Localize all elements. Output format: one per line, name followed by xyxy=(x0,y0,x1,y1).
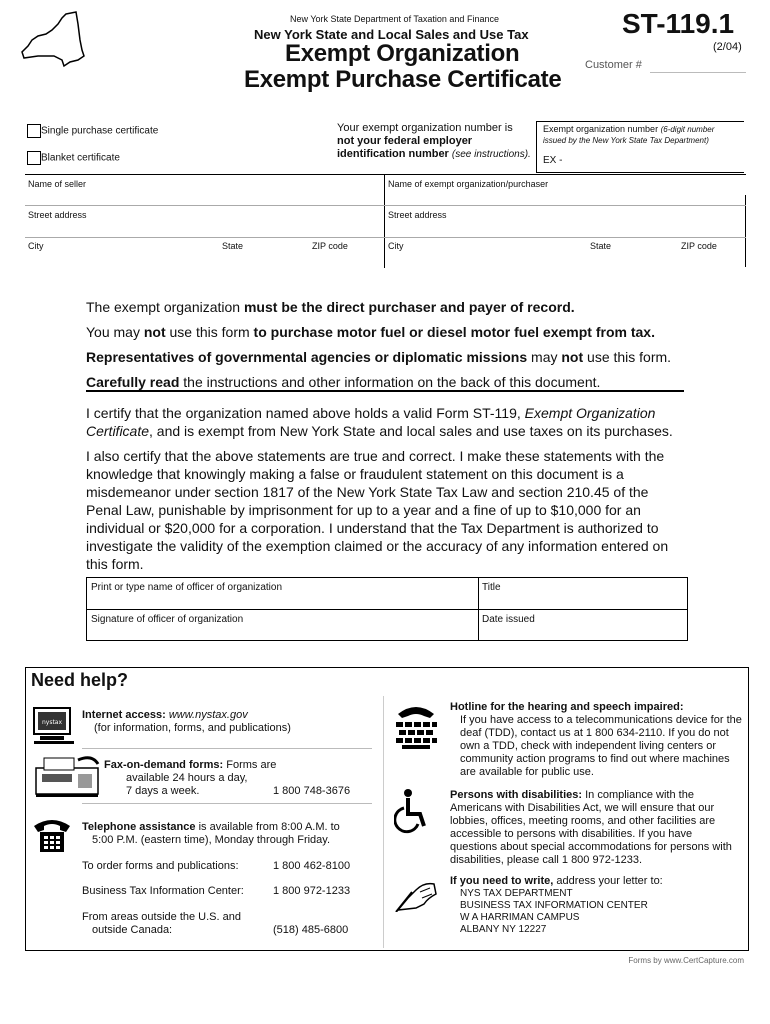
telephone-assistance: Telephone assistance is available from 8:00 A.M. to 5:00 P.M. (eastern time), Monday through Friday. xyxy=(82,821,340,846)
business-center-phone: 1 800 972-1233 xyxy=(273,885,351,897)
rule-governmental: Representatives of governmental agencies or diplomatic missions may not use this form. xyxy=(86,349,672,365)
single-purchase-label: Single purchase certificate xyxy=(41,125,159,137)
blanket-checkbox[interactable] xyxy=(27,151,41,165)
purchaser-name-field[interactable]: Name of exempt organization/purchaser xyxy=(388,179,549,189)
rules-divider xyxy=(86,390,684,392)
seller-name-field[interactable]: Name of seller xyxy=(28,179,87,189)
officer-signature-field[interactable]: Signature of officer of organization xyxy=(91,614,244,625)
need-help-box xyxy=(25,667,749,951)
date-issued-field[interactable]: Date issued xyxy=(482,614,535,625)
rules-section xyxy=(86,295,686,395)
tax-subtitle: New York State and Local Sales and Use Tax xyxy=(254,27,529,42)
officer-signature-box xyxy=(86,577,688,641)
wheelchair-icon xyxy=(394,788,428,834)
single-purchase-option[interactable] xyxy=(27,124,158,138)
seller-city-field[interactable]: City xyxy=(28,241,44,251)
outside-us-label: From areas outside the U.S. and outside Canada: xyxy=(82,911,241,936)
internet-access: Internet access: www.nystax.gov (for information, forms, and publications) xyxy=(82,709,291,734)
purchaser-street-field[interactable]: Street address xyxy=(388,210,447,220)
writing-hand-icon xyxy=(394,874,438,912)
fax-phone: 1 800 748-3676 xyxy=(273,785,351,797)
form-date: (2/04) xyxy=(713,41,742,53)
fax-on-demand: Fax-on-demand forms: Forms are available 24 hours a day, 7 days a week. xyxy=(104,759,277,797)
svg-text:nystax: nystax xyxy=(41,719,63,726)
form-number: ST-119.1 xyxy=(622,8,735,39)
rule-motor-fuel: You may not use this form to purchase motor fuel or diesel motor fuel exempt from tax. xyxy=(86,324,655,340)
officer-name-field[interactable]: Print or type name of officer of organization xyxy=(91,582,283,593)
footer-credit: Forms by www.CertCapture.com xyxy=(628,956,744,965)
certification-text-1: I certify that the organization named above holds a valid Form ST-119, Exempt Organization Certificate, and is exempt from New York State and local sales and use taxes on its purchases. xyxy=(86,405,673,439)
seller-purchaser-grid xyxy=(25,174,746,268)
seller-zip-field[interactable]: ZIP code xyxy=(312,241,348,251)
exempt-number-box: Exempt organization number (6-digit number issued by the New York State Tax Department) EX - xyxy=(536,121,744,173)
write-to-us: If you need to write, address your letter to: NYS TAX DEPARTMENT BUSINESS TAX INFORMATION CENTER W A HARRIMAN CAMPUS ALBANY NY 12227 xyxy=(450,875,742,936)
purchaser-state-field[interactable]: State xyxy=(590,241,612,251)
blanket-option[interactable] xyxy=(27,151,120,165)
outside-us-phone: (518) 485-6800 xyxy=(273,924,349,936)
order-forms-label: To order forms and publications: xyxy=(82,860,239,872)
form-title-line1: Exempt Organization xyxy=(285,40,520,67)
telephone-icon xyxy=(32,816,72,854)
computer-icon xyxy=(32,706,76,746)
tdd-keyboard-icon xyxy=(394,704,438,750)
business-center-label: Business Tax Information Center: xyxy=(82,885,244,897)
exempt-number-input[interactable] xyxy=(577,150,737,168)
fax-machine-icon xyxy=(32,754,106,800)
department-name: New York State Department of Taxation and Finance xyxy=(290,14,499,24)
new-york-state-map-icon xyxy=(18,10,86,70)
seller-state-field[interactable]: State xyxy=(222,241,244,251)
seller-street-field[interactable]: Street address xyxy=(28,210,87,220)
exempt-number-prefix: EX - xyxy=(543,155,563,166)
customer-number-label: Customer # xyxy=(585,59,642,71)
officer-title-field[interactable]: Title xyxy=(482,582,501,593)
single-purchase-checkbox[interactable] xyxy=(27,124,41,138)
need-help-heading: Need help? xyxy=(31,670,129,690)
blanket-label: Blanket certificate xyxy=(41,152,120,164)
rule-carefully-read: Carefully read the instructions and other information on the back of this document. xyxy=(86,374,601,390)
exempt-number-note: Your exempt organization number is not your federal employer identification number (see instructions). xyxy=(337,122,531,160)
mailing-address: NYS TAX DEPARTMENT BUSINESS TAX INFORMATION CENTER W A HARRIMAN CAMPUS ALBANY NY 12227 xyxy=(460,888,648,935)
hearing-impaired-hotline: Hotline for the hearing and speech impaired: If you have access to a telecommunications device for the deaf (TDD), contact us at 1 800 634-2110. If you do not own a TDD, check with independent living centers or community action programs to find out where machines are available for public use. xyxy=(450,701,742,778)
order-forms-phone: 1 800 462-8100 xyxy=(273,860,351,872)
internet-url-link[interactable]: www.nystax.gov xyxy=(168,709,248,721)
certification-text-2: I also certify that the above statements are true and correct. I make these statements with the knowledge that knowingly making a false or fraudulent statement on this document is a misdemeanor under section 1817 of the New York State Tax Law and section 210.45 of the Penal Law, punishable by imprisonment for up to a year and a fine of up to $10,000 for an individual or $20,000 for a corporation. I understand that the Tax Department is authorized to investigate the validity of the exemption claimed or the accuracy of any information entered on this form. xyxy=(86,448,669,572)
persons-with-disabilities: Persons with disabilities: In compliance with the Americans with Disabilities Act, we will ensure that our lobbies, offices, meeting rooms, and other facilities are accessible to persons with disabilities. If you have questions about special accommodations for persons with disabilities, please call 1 800 972-1233. xyxy=(450,789,732,866)
form-title-line2: Exempt Purchase Certificate xyxy=(244,66,562,93)
rule-direct-purchaser: The exempt organization must be the direct purchaser and payer of record. xyxy=(86,299,575,315)
purchaser-city-field[interactable]: City xyxy=(388,241,404,251)
purchaser-zip-field[interactable]: ZIP code xyxy=(681,241,717,251)
customer-number-field[interactable] xyxy=(650,72,746,73)
